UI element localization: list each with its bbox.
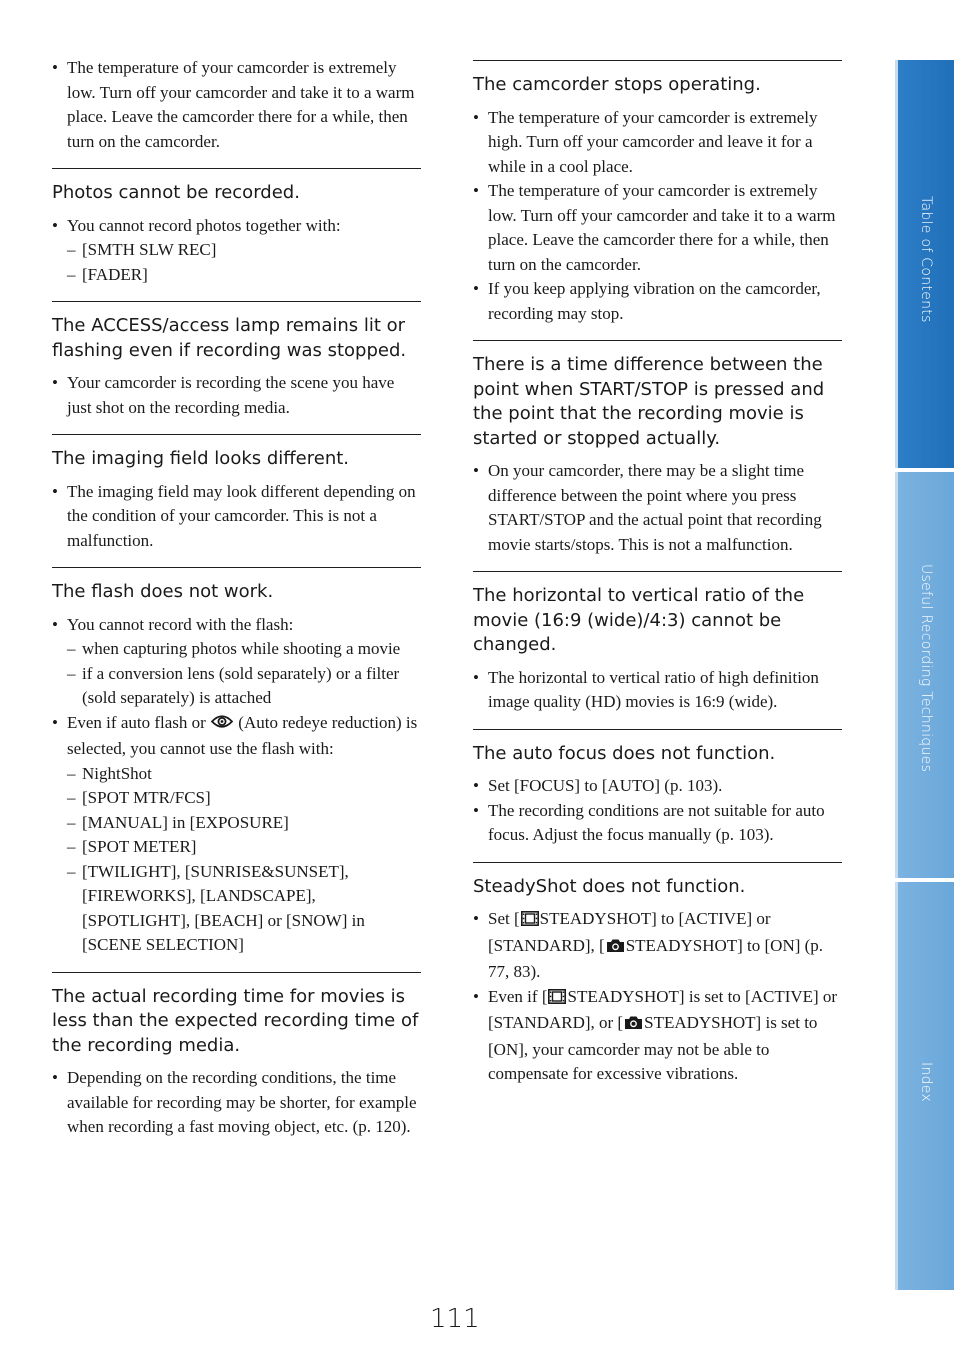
list-item: • The imaging field may look different depending on the condition of your camcorder. This is not a malfunction. <box>52 480 421 554</box>
sub-list-item: – [TWILIGHT], [SUNRISE&SUNSET], [FIREWORKS], [LANDSCAPE], [SPOTLIGHT], [BEACH] or [SNOW] in [SCENE SELECTION] <box>67 860 421 958</box>
tab-index[interactable] <box>895 882 954 1290</box>
tab-table-of-contents[interactable] <box>895 60 954 468</box>
page-number: 111 <box>430 1304 480 1334</box>
section-heading: The camcorder stops operating. <box>473 74 761 95</box>
sub-list-item: – [MANUAL] in [EXPOSURE] <box>67 811 421 836</box>
sub-list-item: – if a conversion lens (sold separately) or a filter (sold separately) is attached <box>67 662 421 711</box>
left-column <box>52 56 421 1154</box>
list-item: • On your camcorder, there may be a slight time difference between the point where you press START/STOP and the actual point that recording movie starts/stops. This is not a malfunction. <box>473 459 842 557</box>
list-item: • You cannot record with the flash: – when capturing photos while shooting a movie – if a conversion lens (sold separately) or a filter (sold separately) is attached <box>52 613 421 711</box>
section-heading: The actual recording time for movies is less than the expected recording time of the recording media. <box>52 985 419 1056</box>
list-item: • Depending on the recording conditions, the time available for recording may be shorter, for example when recording a fast moving object, etc. (p. 120). <box>52 1066 421 1140</box>
tab-useful-recording-techniques[interactable] <box>895 472 954 878</box>
section-access-lamp <box>52 301 421 434</box>
section-auto-focus <box>473 729 842 862</box>
sub-list-item: – [SMTH SLW REC] <box>67 238 421 263</box>
list-item: • Set [ STEADYSHOT] to [ACTIVE] or [STANDARD], [ STEADYSHOT] to [ON] (p. 77, 83). <box>473 907 842 985</box>
section-aspect-ratio <box>473 571 842 729</box>
section-temperature-low <box>52 56 421 168</box>
list-item: • You cannot record photos together with: – [SMTH SLW REC] – [FADER] <box>52 214 421 288</box>
camera-icon <box>606 936 625 961</box>
section-heading: The imaging field looks different. <box>52 448 350 469</box>
section-stops-operating <box>473 60 842 340</box>
section-steadyshot <box>473 862 842 1101</box>
tab-label: Useful Recording Techniques <box>918 564 934 773</box>
sub-list-item: – NightShot <box>67 762 421 787</box>
tab-label: Table of Contents <box>918 196 934 323</box>
list-item: • The temperature of your camcorder is extremely low. Turn off your camcorder and take it to a warm place. Leave the camcorder there for a while, then turn on the camcorder. <box>52 56 421 154</box>
list-item: • Your camcorder is recording the scene you have just shot on the recording media. <box>52 371 421 420</box>
side-tabs <box>895 60 954 1290</box>
sub-list-item: – when capturing photos while shooting a movie <box>67 637 421 662</box>
list-item: • The temperature of your camcorder is extremely low. Turn off your camcorder and take it to a warm place. Leave the camcorder there for a while, then turn on the camcorder. <box>473 179 842 277</box>
right-column <box>473 60 842 1101</box>
section-imaging-field <box>52 434 421 567</box>
list-item: • Set [FOCUS] to [AUTO] (p. 103). <box>473 774 842 799</box>
tab-label: Index <box>918 1062 934 1103</box>
sub-list-item: – [FADER] <box>67 263 421 288</box>
section-heading: The ACCESS/access lamp remains lit or flashing even if recording was stopped. <box>52 315 407 361</box>
section-heading: The horizontal to vertical ratio of the movie (16:9 (wide)/4:3) cannot be changed. <box>473 585 805 655</box>
section-heading: The auto focus does not function. <box>473 742 776 764</box>
list-item: • The temperature of your camcorder is extremely high. Turn off your camcorder and leave it for a while in a cool place. <box>473 106 842 180</box>
eye-icon <box>211 713 233 738</box>
section-flash <box>52 567 421 972</box>
list-item: • The horizontal to vertical ratio of high definition image quality (HD) movies is 16:9 (wide). <box>473 666 842 715</box>
film-icon <box>548 987 566 1012</box>
list-item: • The recording conditions are not suitable for auto focus. Adjust the focus manually (p. 103). <box>473 799 842 848</box>
section-heading: There is a time difference between the point when START/STOP is pressed and the point that the recording movie is started or stopped actually. <box>473 354 825 449</box>
section-heading: SteadyShot does not function. <box>473 875 746 897</box>
section-recording-time <box>52 972 421 1154</box>
section-photos <box>52 168 421 301</box>
section-heading: The flash does not work. <box>52 581 274 602</box>
list-item: • If you keep applying vibration on the camcorder, recording may stop. <box>473 277 842 326</box>
list-item: • Even if auto flash or (Auto redeye reduction) is selected, you cannot use the flash with: – NightShot – [SPOT MTR/FCS] – [MANUAL] in [EXPOSURE] – [SPOT METER] – [TWILIGHT], [SUNRISE&SUNSET], [FIREWORKS], [LANDSCAPE], [SPOTLIGHT], [BEACH] or [SNOW] in [SCENE SELECTION] <box>52 711 421 958</box>
section-heading: Photos cannot be recorded. <box>52 182 300 203</box>
film-icon <box>521 909 539 934</box>
sub-list-item: – [SPOT METER] <box>67 835 421 860</box>
camera-icon <box>624 1013 643 1038</box>
list-item: • Even if [ STEADYSHOT] is set to [ACTIVE] or [STANDARD], or [ STEADYSHOT] is set to [ON], your camcorder may not be able to compensate for excessive vibrations. <box>473 985 842 1087</box>
section-time-difference <box>473 340 842 571</box>
sub-list-item: – [SPOT MTR/FCS] <box>67 786 421 811</box>
